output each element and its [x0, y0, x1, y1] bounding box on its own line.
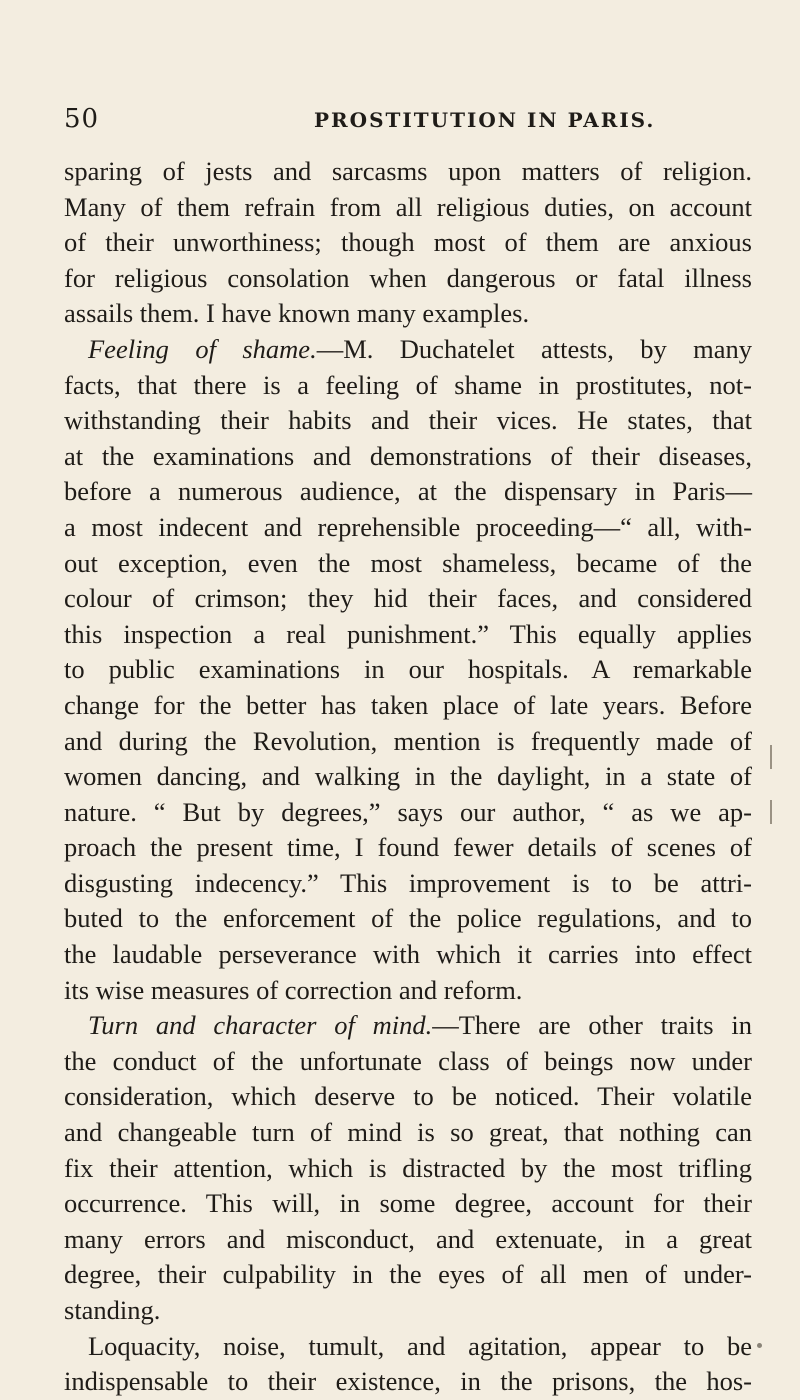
paragraph-start-line [64, 332, 752, 368]
text-line: facts, that there is a feeling of shame in prostitutes, not- [64, 369, 752, 400]
text-line: assails them. I have known many examples. [64, 298, 530, 329]
text-line: of their unworthiness; though most of them are anxious [64, 227, 752, 258]
text-line: colour of crimson; they hid their faces, and considered [64, 583, 752, 614]
section-heading-turn-of-mind: Turn and character of mind. [88, 1010, 433, 1041]
text-line: this inspection a real punishment.” This equally applies [64, 618, 752, 649]
text-line: standing. [64, 1295, 161, 1325]
paper-speck [757, 1343, 762, 1348]
text-line: occurrence. This will, in some degree, account for their [64, 1188, 752, 1219]
text-line: and changeable turn of mind is so great, that nothing can [64, 1117, 752, 1148]
running-title: PROSTITUTION IN PARIS. [314, 108, 656, 132]
section-heading-feeling-of-shame: Feeling of shame. [88, 333, 317, 364]
text-line: out exception, even the most shameless, became of the [64, 547, 752, 578]
text-line: withstanding their habits and their vices. He states, that [64, 405, 752, 436]
text-line: indispensable to their existence, in the prisons, the hos- [64, 1366, 752, 1397]
page-header [64, 100, 752, 140]
text-line: Many of them refrain from all religious duties, on account [64, 191, 752, 222]
paragraph-start-line [64, 1008, 752, 1044]
paragraph-start-line: Loquacity, noise, tumult, and agitation, appear to be [88, 1330, 752, 1361]
text-line: consideration, which deserve to be noticed. Their volatile [64, 1081, 752, 1112]
text-line: women dancing, and walking in the daylight, in a state of [64, 761, 752, 792]
text-line: the conduct of the unfortunate class of beings now under [64, 1045, 752, 1076]
text-line: many errors and misconduct, and extenuate, in a great [64, 1223, 752, 1254]
text-line: proach the present time, I found fewer details of scenes of [64, 832, 752, 863]
page-edge-mark [770, 800, 772, 824]
text-line: the laudable perseverance with which it carries into effect [64, 939, 752, 970]
text-line: to public examinations in our hospitals. A remarkable [64, 654, 752, 685]
text-line: sparing of jests and sarcasms upon matters of religion. [64, 156, 752, 186]
page-number: 50 [64, 104, 100, 134]
text-line: nature. “ But by degrees,” says our author, “ as we ap- [64, 796, 752, 827]
page-edge-mark [770, 745, 772, 769]
text-line: and during the Revolution, mention is frequently made of [64, 725, 752, 756]
text-line: disgusting indecency.” This improvement is to be attri- [64, 867, 752, 898]
text-fragment: —There are other traits in [432, 1010, 752, 1041]
text-fragment: —M. Duchatelet attests, by many [316, 333, 753, 364]
text-line: buted to the enforcement of the police regulations, and to [64, 903, 752, 934]
body-text [64, 154, 752, 1400]
text-line: fix their attention, which is distracted by the most trifling [64, 1152, 752, 1183]
text-line: degree, their culpability in the eyes of all men of under- [64, 1259, 752, 1290]
text-line: change for the better has taken place of late years. Before [64, 689, 752, 720]
text-line: a most indecent and reprehensible proceeding—“ all, with- [64, 511, 752, 542]
text-line: before a numerous audience, at the dispensary in Paris— [64, 476, 752, 507]
text-line: for religious consolation when dangerous or fatal illness [64, 262, 752, 293]
text-line: its wise measures of correction and reform. [64, 974, 523, 1005]
text-line: at the examinations and demonstrations of their diseases, [64, 440, 752, 471]
